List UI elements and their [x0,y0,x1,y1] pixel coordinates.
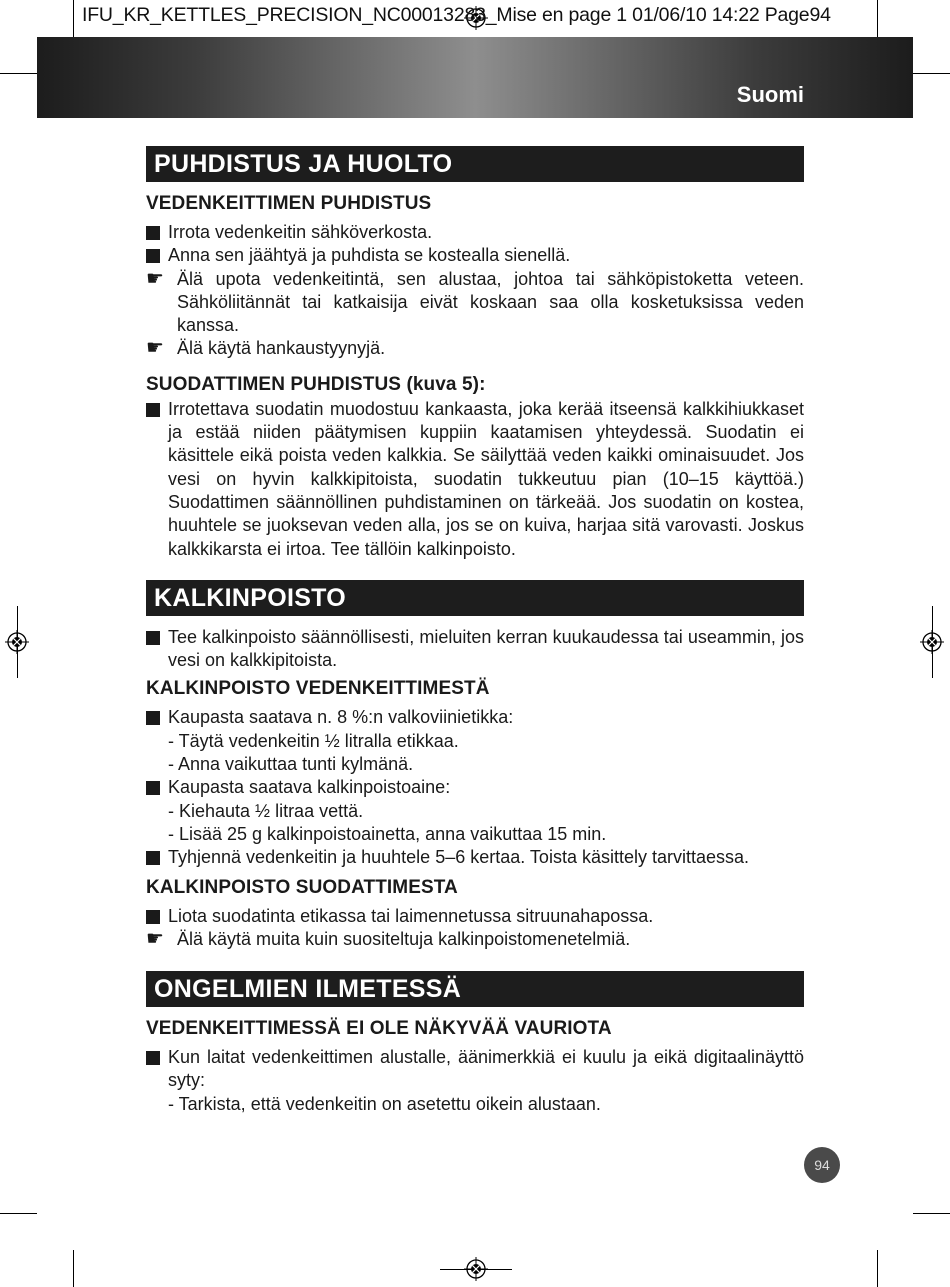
crop-mark [877,0,878,37]
warning-item [146,928,804,951]
list-item [146,846,804,869]
section-title-descaling: KALKINPOISTO [146,580,804,616]
sub-step: - Kiehauta ½ litraa vettä. [168,800,364,821]
item-text: Kun laitat vedenkeittimen alustalle, äänimerkkiä ei kuulu ja eikä digitaalinäyttö syty: [168,1047,804,1091]
list-item [146,398,804,561]
list-item [146,905,804,928]
sub-step: - Tarkista, että vedenkeitin on asetettu oikein alustaan. [168,1093,601,1114]
square-bullet-icon [146,781,160,795]
list-item [146,244,804,267]
list-item [146,776,804,799]
subheading-kettle-cleaning: VEDENKEITTIMEN PUHDISTUS [146,193,432,214]
pointing-hand-icon: ☛ [146,927,164,950]
square-bullet-icon [146,910,160,924]
square-bullet-icon [146,631,160,645]
item-text: Kaupasta saatava n. 8 %:n valkoviinietikka: [168,707,514,728]
crop-mark [0,1213,37,1214]
square-bullet-icon [146,711,160,725]
print-slug-line: IFU_KR_KETTLES_PRECISION_NC00013283_Mise en page 1 01/06/10 14:22 Page94 [82,4,831,26]
subheading-no-visible-damage: VEDENKEITTIMESSÄ EI OLE NÄKYVÄÄ VAURIOTA [146,1018,612,1040]
item-text: Irrota vedenkeitin sähköverkosta. [168,222,433,242]
square-bullet-icon [146,249,160,263]
sub-step: - Lisää 25 g kalkinpoistoainetta, anna vaikuttaa 15 min. [168,823,607,844]
item-text: Irrotettava suodatin muodostuu kankaasta, joka kerää itseensä kalkkihiukkaset ja estää niiden päätymisen kuppiin kaatamisen yhteydessä. Suodatin ei käsittele eikä poista veden kalkkia. Se säilyttää veden kaikki ominaisuudet. Jos vesi on hyvin kalkkipitoista, suodatin tukkeutuu pian (10–15 käyttöä.) Suodattimen säännöllinen puhdistaminen on tärkeää. Jos suodatin on kostea, huuhtele se juoksevan veden alla, jos se on kuiva, harjaa sitä varovasti. Joskus kalkkikarsta ei irtoa. Tee tällöin kalkinpoisto. [168,398,804,559]
crop-mark [73,0,74,37]
warning-item [146,337,804,360]
item-text: Kaupasta saatava kalkinpoistoaine: [168,777,451,798]
crop-mark [73,1250,74,1287]
item-text: Anna sen jäähtyä ja puhdista se kostealla sienellä. [168,245,571,266]
crop-mark [0,73,37,74]
subheading-kettle-descaling: KALKINPOISTO VEDENKEITTIMESTÄ [146,678,490,700]
list-item [146,1046,804,1093]
page-content [146,146,804,1116]
square-bullet-icon [146,226,160,240]
item-text: Tyhjennä vedenkeitin ja huuhtele 5–6 kertaa. Toista käsittely tarvittaessa. [168,847,750,868]
crop-mark [913,1213,950,1214]
registration-mark-icon [920,630,944,654]
section-title-cleaning: PUHDISTUS JA HUOLTO [146,146,804,182]
item-text: Tee kalkinpoisto säännöllisesti, mieluiten kerran kuukaudessa tai useammin, jos vesi on kalkkipitoista. [168,626,804,671]
subheading-filter-cleaning: SUODATTIMEN PUHDISTUS (kuva 5): [146,373,486,395]
page-number-badge: 94 [804,1147,840,1183]
sub-step: - Täytä vedenkeitin ½ litralla etikkaa. [168,730,459,751]
language-label: Suomi [736,82,804,107]
square-bullet-icon [146,403,160,417]
list-item [146,706,804,729]
item-text: Älä käytä muita kuin suositeltuja kalkinpoistomenetelmiä. [177,928,631,949]
section-title-troubleshooting: ONGELMIEN ILMETESSÄ [146,971,804,1007]
sub-step: - Anna vaikuttaa tunti kylmänä. [168,754,414,775]
item-text: Liota suodatinta etikassa tai laimennetussa sitruunahapossa. [168,905,654,926]
registration-mark-icon [464,1257,488,1281]
warning-item [146,268,804,338]
square-bullet-icon [146,851,160,865]
pointing-hand-icon: ☛ [146,337,164,360]
registration-mark-icon [5,630,29,654]
pointing-hand-icon: ☛ [146,267,164,290]
item-text: Älä käytä hankaustyynyjä. [177,338,386,359]
list-item [146,221,804,244]
subheading-filter-descaling: KALKINPOISTO SUODATTIMESTA [146,876,458,898]
square-bullet-icon [146,1051,160,1065]
crop-mark [877,1250,878,1287]
item-text: Älä upota vedenkeitintä, sen alustaa, johtoa tai sähköpistoketta veteen. Sähköliitännät tai katkaisija eivät koskaan saa olla kosketuksissa veden kanssa. [177,268,804,336]
crop-mark [913,73,950,74]
list-item [146,626,804,673]
